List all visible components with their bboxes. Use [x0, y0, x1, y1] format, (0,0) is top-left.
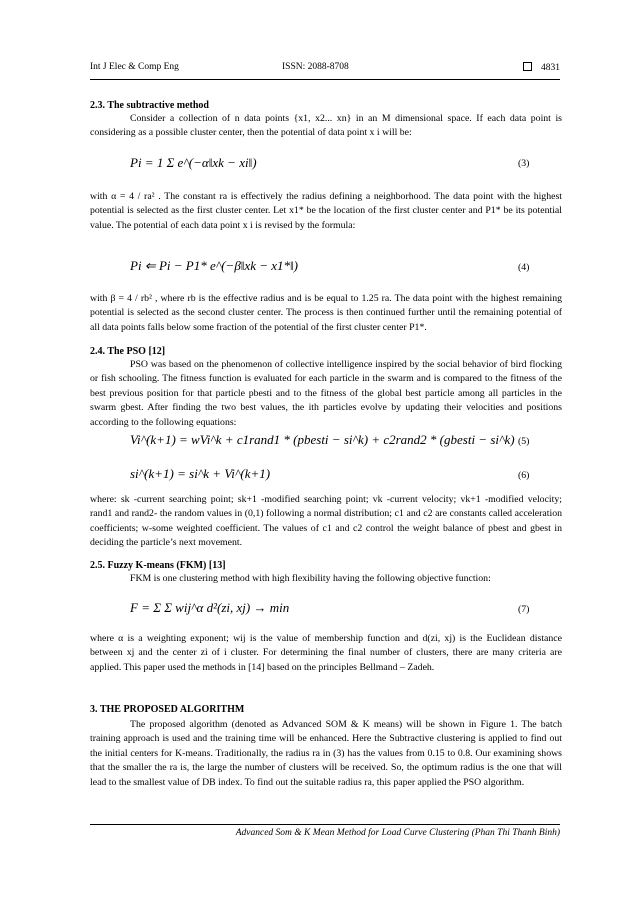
- sec24-para2: where: sk -current searching point; sk+1 -modified searching point; vk -current velocity; vk+1 -modified velocity; rand1 and rand2- the random values in (0,1) following a normal distribution; c1 and c2 are constants called acceleration coefficients; w-some weighted coefficient. The values of c1 and c2 control the weight balance of pbest and gbest in deciding the particle’s next movement.: [90, 494, 562, 549]
- equation-6-number: (6): [518, 470, 530, 481]
- equation-3: Pi = 1 Σ e^(−α‖xk − xi‖): [130, 155, 257, 170]
- equation-4: Pi ⇐ Pi − P1* e^(−β‖xk − x1*‖): [130, 258, 299, 273]
- checkbox-icon: [523, 62, 532, 71]
- section-2-3-title: 2.3. The subtractive method: [90, 100, 209, 111]
- sec3-para1: [90, 718, 562, 790]
- sec23-para3: with β = 4 / rb² , where rb is the effective radius and is be equal to 1.25 ra. The data point with the highest remaining potential is selected as the second cluster center. The process is then continued further until the remaining potential of all data points falls below some fraction of the potential of the first cluster center P1*.: [90, 293, 562, 333]
- sec23-para2: with α = 4 / ra² . The constant ra is effectively the radius defining a neighborhood. The data point with the highest potential is selected as the first cluster center. Let x1* be the location of the first cluster center and P1* be its potential value. The potential of each data point x i is revised by the formula:: [90, 191, 562, 231]
- footer-rule: [90, 824, 560, 825]
- page-number: 4831: [541, 63, 560, 73]
- sec24-para1-text: PSO was based on the phenomenon of collective intelligence inspired by the social behavior of bird flocking or fish schooling. The fitness function is evaluated for each particle in the swarm and is compared to the fitness of the best previous position for that particle pbesti and to the fitness of the global best particle among all particles in the swarm gbest. After finding the two best values, the ith particles evolve by updating their velocities and positions according to the following equations:: [90, 359, 562, 428]
- sec23-para1: [90, 112, 562, 141]
- equation-7: F = Σ Σ wij^α d²(zi, xj) → min: [130, 600, 290, 615]
- running-footer: Advanced Som & K Mean Method for Load Curve Clustering (Phan Thi Thanh Binh): [235, 828, 560, 838]
- header-rule: [90, 79, 560, 80]
- equation-4-number: (4): [518, 262, 530, 273]
- equation-5: Vi^(k+1) = wVi^k + c1rand1 * (pbesti − si^k) + c2rand2 * (gbesti − si^k): [130, 432, 515, 447]
- sec24-para1: [90, 358, 562, 430]
- journal-name: Int J Elec & Comp Eng: [90, 62, 179, 72]
- section-3-title: 3. THE PROPOSED ALGORITHM: [90, 704, 245, 715]
- sec25-para1-text: FKM is one clustering method with high flexibility having the following objective function:: [130, 573, 491, 584]
- section-2-5-title: 2.5. Fuzzy K-means (FKM) [13]: [90, 560, 226, 571]
- section-2-4-title: 2.4. The PSO [12]: [90, 346, 166, 357]
- sec25-para1: [90, 572, 562, 586]
- sec23-para1-text: Consider a collection of n data points {x1, x2... xn} in an M dimensional space. If each data point is considering as a possible cluster center, then the potential of data point x i will be:: [90, 113, 562, 139]
- equation-3-number: (3): [518, 158, 530, 169]
- issn: ISSN: 2088-8708: [282, 62, 349, 72]
- equation-5-number: (5): [518, 436, 530, 447]
- sec3-para1-text: The proposed algorithm (denoted as Advanced SOM & K means) will be shown in Figure 1. The batch training approach is used and the training time will be enhanced. Here the Subtractive clustering is applied to find out the initial centers for K-means. Traditionally, the radius ra in (3) has the values from 0.15 to 0.8. Our examining shows that the smaller the ra is, the large the number of clusters will be received. So, the optimum radius is the one that will lead to the smallest value of DB index. To find out the suitable radius ra, this paper applied the PSO algorithm.: [90, 719, 562, 788]
- sec25-para2: where α is a weighting exponent; wij is the value of membership function and d(zi, xj) is the Euclidean distance between xj and the center zi of i cluster. For determining the final number of clusters, there are many criteria are applied. This paper used the methods in [14] based on the principles Bellmand – Zadeh.: [90, 633, 562, 673]
- equation-7-number: (7): [518, 604, 530, 615]
- equation-6: si^(k+1) = si^k + Vi^(k+1): [130, 466, 271, 481]
- page-number-wrap: [523, 62, 560, 73]
